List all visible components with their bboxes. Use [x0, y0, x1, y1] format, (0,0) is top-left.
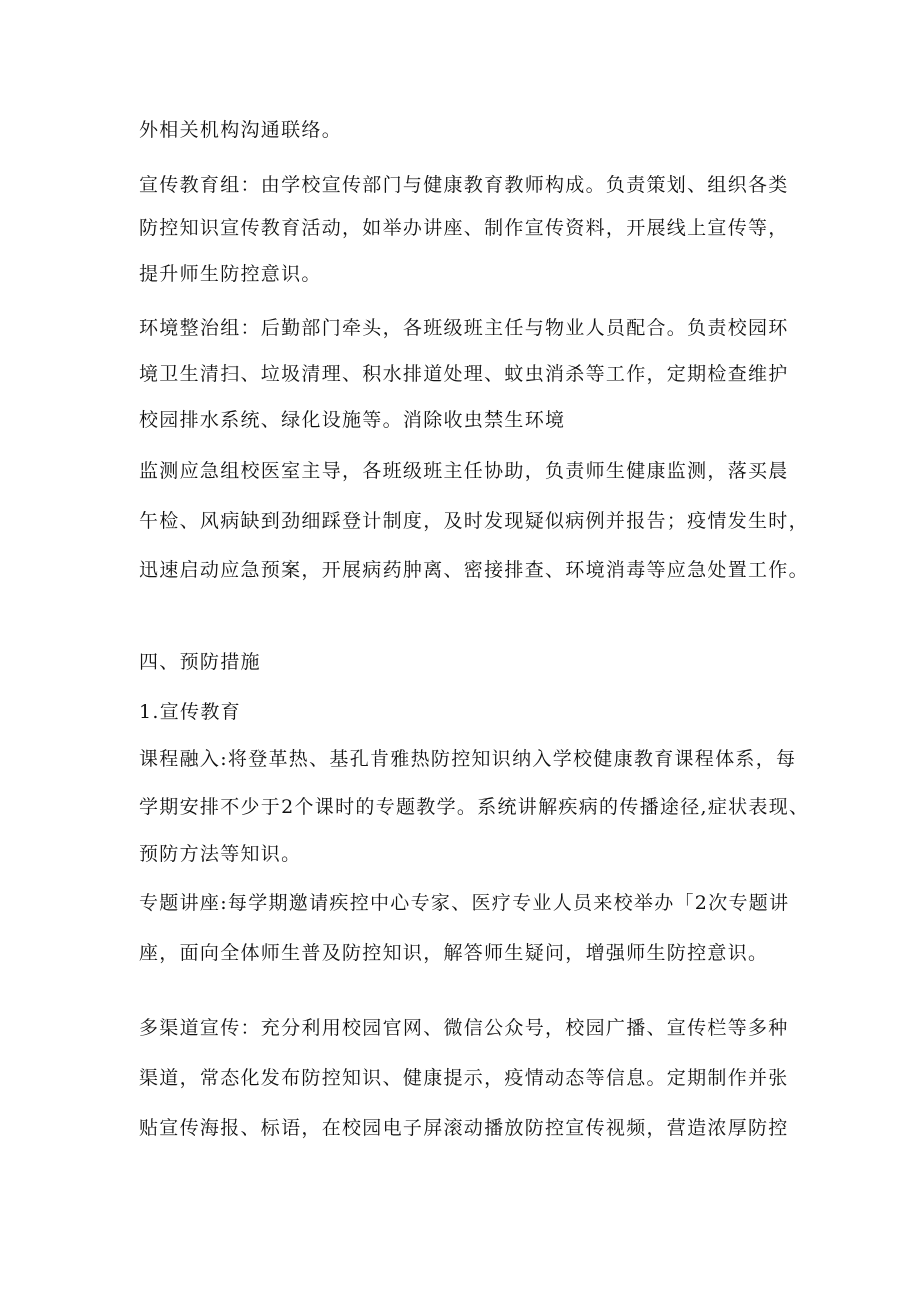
- text-line: 校园排水系统、绿化设施等。消除收虫禁生环境: [139, 409, 566, 431]
- text-line: 多渠道宣传：充分利用校园官网、微信公众号，校园广播、宣传栏等多种: [139, 1017, 789, 1039]
- text-line: 渠道，常态化发布防控知识、健康提示，疫情动态等信息。定期制作并张: [139, 1067, 789, 1089]
- text-line: 外相关机构沟通联络。: [139, 119, 343, 141]
- text-line: 迅速启动应急预案，开展病药肿离、密接排查、环境消毒等应急处置工作。: [139, 559, 809, 581]
- text-line: 预防方法等知识。: [139, 843, 302, 865]
- text-line: 防控知识宣传教育活动，如举办讲座、制作宣传资料，开展线上宣传等，: [139, 217, 789, 239]
- subsection-heading: 1.宣传教育: [139, 701, 241, 723]
- text-line: 学期安排不少于2个课时的专题教学。系统讲解疾病的传播途径,症状表现、: [139, 796, 810, 818]
- section-heading: 四、预防措施: [139, 651, 261, 673]
- text-line: 监测应急组校医室主导，各班级班主任协助，负责师生健康监测，落买晨: [139, 460, 789, 482]
- text-line: 午检、风病缺到劲细踩登计制度，及时发现疑似病例并报告；疫情发生时，: [139, 510, 809, 532]
- text-line: 座，面向全体师生普及防控知识，解答师生疑问，增强师生防控意识。: [139, 942, 769, 964]
- text-line: 境卫生清扫、垃圾清理、积水排道处理、蚊虫消杀等工作，定期检查维护: [139, 363, 789, 385]
- text-line: 环境整治组：后勤部门牵头，各班级班主任与物业人员配合。负责校园环: [139, 317, 789, 339]
- text-line: 课程融入:将登革热、基孔肯雅热防控知识纳入学校健康教育课程体系，每: [139, 748, 797, 770]
- text-line: 提升师生防控意识。: [139, 263, 322, 285]
- text-line: 贴宣传海报、标语，在校园电子屏滚动播放防控宣传视频，营造浓厚防控: [139, 1117, 789, 1139]
- text-line: 宣传教育组：由学校宣传部门与健康教育教师构成。负责策划、组织各类: [139, 174, 789, 196]
- text-line: 专题讲座:每学期邀请疾控中心专家、医疗专业人员来校举办「2次专题讲: [139, 892, 790, 914]
